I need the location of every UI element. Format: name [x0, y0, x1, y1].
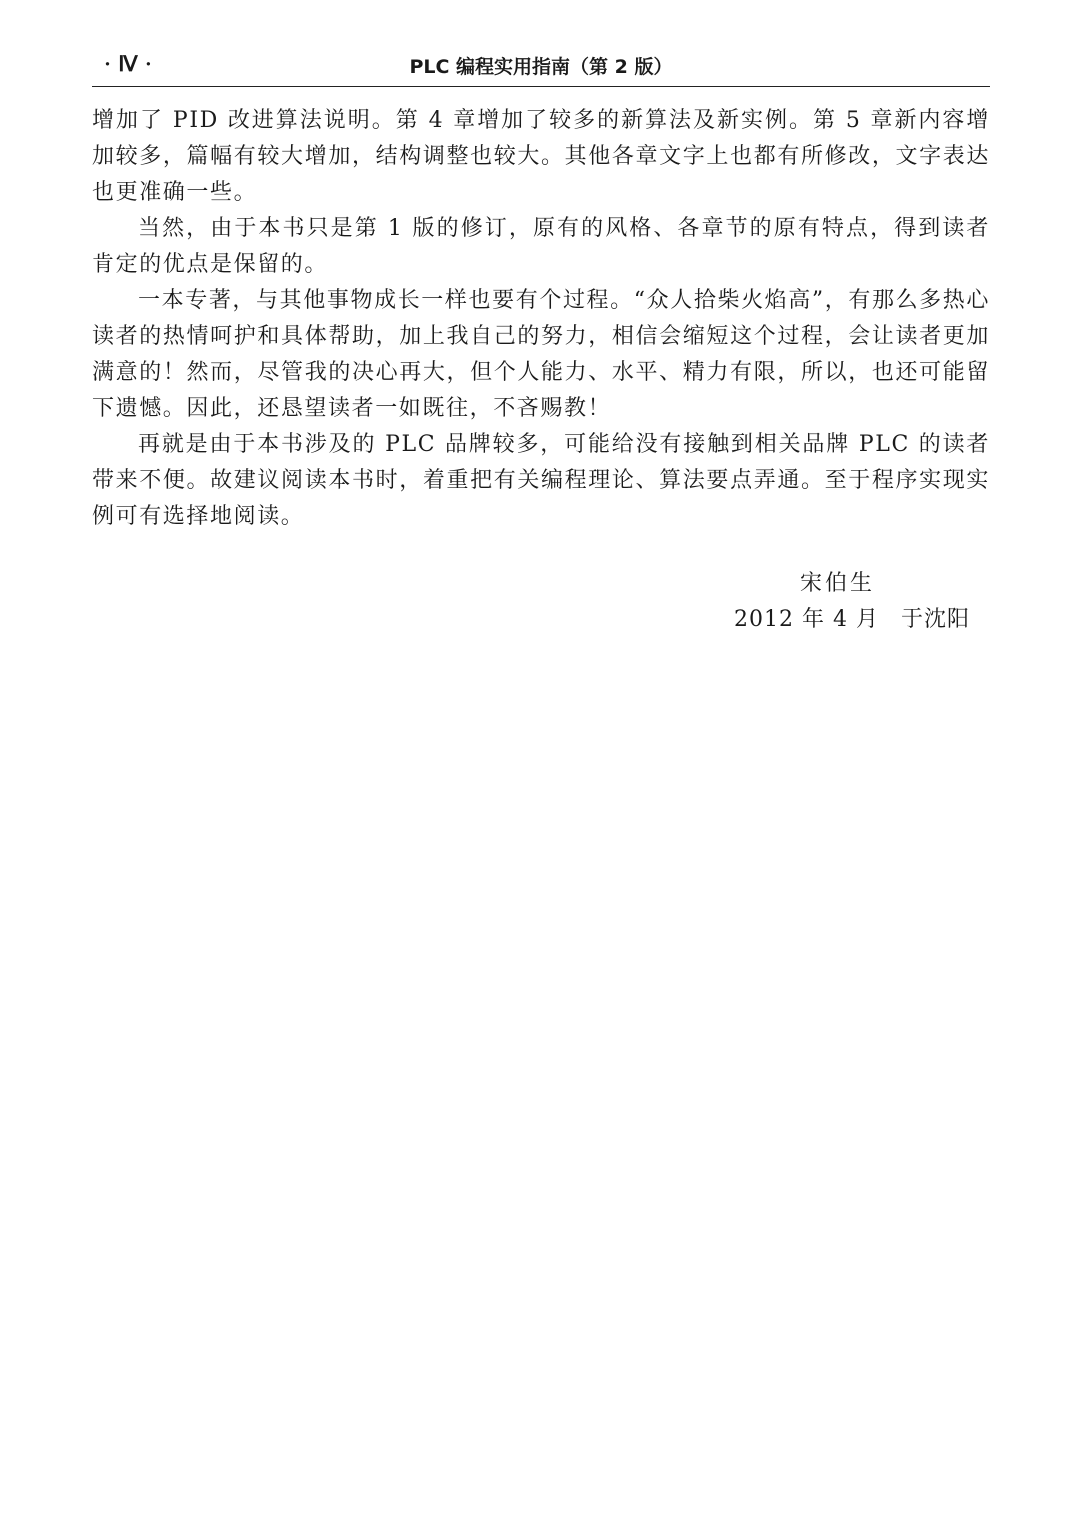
- page-number: · Ⅳ ·: [104, 52, 153, 76]
- paragraph-2: 当然，由于本书只是第 1 版的修订，原有的风格、各章节的原有特点，得到读者肯定的优点是保留的。: [92, 216, 990, 277]
- page-header: [92, 50, 990, 84]
- date-line: [734, 602, 970, 638]
- signature-block: [640, 566, 990, 636]
- header-divider: [92, 86, 990, 87]
- paragraph-4: 再就是由于本书涉及的 PLC 品牌较多，可能给没有接触到相关品牌 PLC 的读者带来不便。故建议阅读本书时，着重把有关编程理论、算法要点弄通。至于程序实现实例可有选择地阅读。: [92, 432, 990, 529]
- author-name: 宋伯生: [800, 571, 876, 596]
- paragraph-3: 一本专著，与其他事物成长一样也要有个过程。“众人拾柴火焰高”，有那么多热心读者的热情呵护和具体帮助，加上我自己的努力，相信会缩短这个过程，会让读者更加满意的！然而，尽管我的决心再大，但个人能力、水平、精力有限，所以，也还可能留下遗憾。因此，还恳望读者一如既往，不吝赐教！: [92, 288, 990, 421]
- signature-place: 于沈阳: [900, 607, 970, 632]
- running-title: PLC 编程实用指南（第 2 版）: [409, 56, 673, 78]
- paragraph-1: 增加了 PID 改进算法说明。第 4 章增加了较多的新算法及新实例。第 5 章新内容增加较多，篇幅有较大增加，结构调整也较大。其他各章文字上也都有所修改，文字表达也更准确一些。: [92, 108, 990, 205]
- signature-date: 2012 年 4 月: [734, 607, 879, 632]
- body-text: [92, 103, 990, 535]
